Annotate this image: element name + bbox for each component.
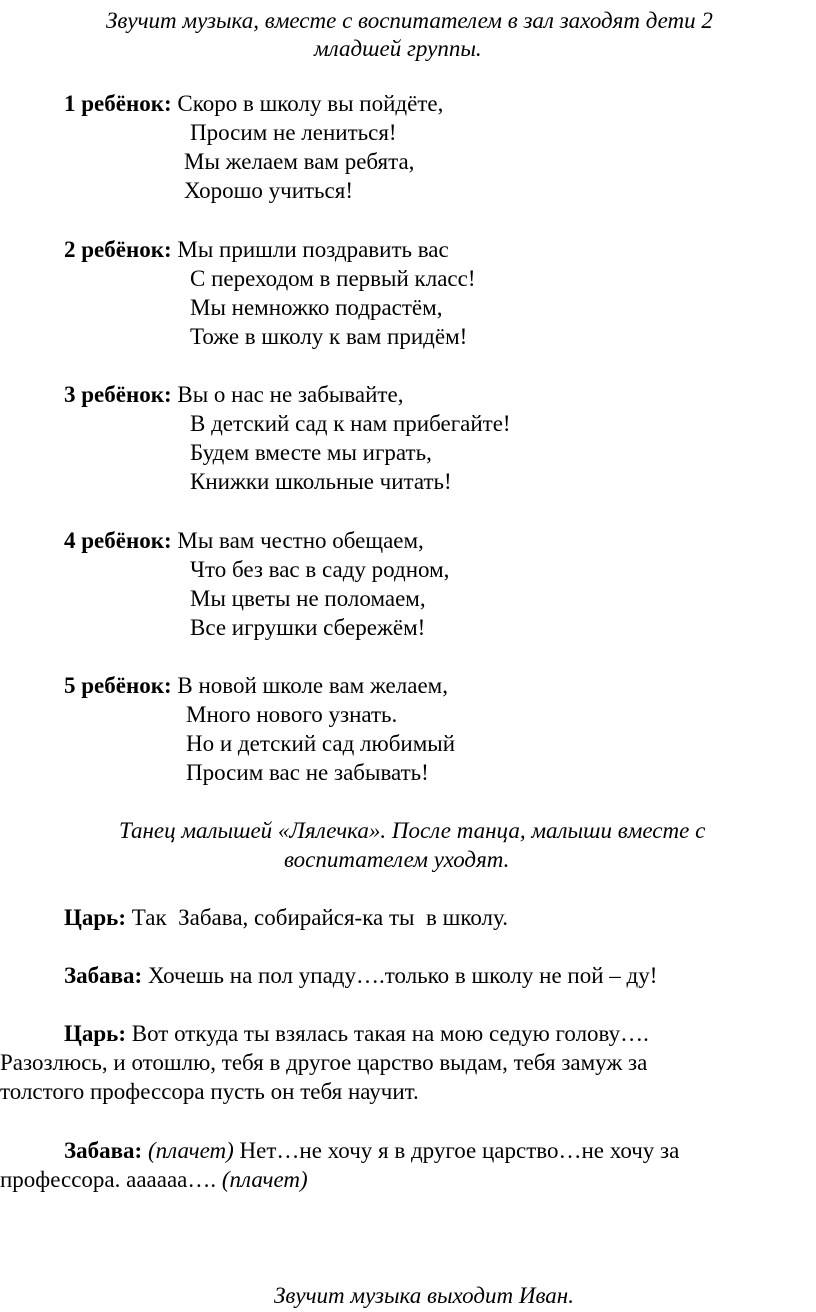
verse-text: Мы вам честно обещаем, — [177, 528, 424, 553]
dialogue-line-zabava — [64, 1136, 679, 1166]
verse-line — [64, 671, 448, 701]
dialogue-continuation — [0, 1165, 308, 1195]
verse-text: В новой школе вам желаем, — [177, 673, 448, 698]
verse-line — [64, 89, 443, 119]
verse-text: Вы о нас не забывайте, — [177, 382, 404, 407]
speaker-label: Забава: — [64, 1138, 143, 1163]
verse-text: Скоро в школу вы пойдёте, — [177, 91, 444, 116]
speaker-label: 4 ребёнок: — [64, 528, 172, 553]
dialogue-text: Нет…не хочу я в другое царство…не хочу за — [239, 1138, 680, 1163]
verse-line: С переходом в первый класс! — [190, 266, 476, 291]
dialogue-text: профессора. аааааа…. — [0, 1167, 217, 1192]
verse-line: Мы цветы не поломаем, — [190, 586, 426, 611]
dialogue-continuation: толстого профессора пусть он тебя научит. — [0, 1079, 419, 1104]
verse-line: Все игрушки сбережём! — [190, 615, 426, 640]
verse-line: Мы желаем вам ребята, — [184, 149, 415, 174]
speaker-label: Царь: — [64, 1021, 127, 1046]
verse-line — [64, 235, 449, 265]
speaker-label: 2 ребёнок: — [64, 237, 172, 262]
stage-remark: (плачет) — [147, 1138, 234, 1163]
intro-direction-line-2: младшей группы. — [314, 36, 482, 61]
verse-line: Что без вас в саду родном, — [190, 557, 450, 582]
verse-line: Много нового узнать. — [186, 702, 398, 727]
outro-direction: Звучит музыка выходит Иван. — [274, 1283, 574, 1308]
speaker-label: 1 ребёнок: — [64, 91, 172, 116]
speaker-label: Забава: — [64, 963, 143, 988]
verse-line: Просим вас не забывать! — [186, 760, 429, 785]
speaker-label: 3 ребёнок: — [64, 382, 172, 407]
dialogue-text: Вот откуда ты взялась такая на мою седую голову…. — [131, 1021, 649, 1046]
dialogue-line-tsar — [64, 1019, 649, 1049]
verse-line: Будем вместе мы играть, — [190, 440, 432, 465]
dialogue-continuation: Разозлюсь, и отошлю, тебя в другое царство выдам, тебя замуж за — [0, 1050, 648, 1075]
dialogue-text: Так Забава, собирайся-ка ты в школу. — [131, 905, 508, 930]
verse-line: Мы немножко подрастём, — [190, 295, 443, 320]
dialogue-line-tsar — [64, 903, 508, 933]
dialogue-text: Хочешь на пол упаду….только в школу не пой – ду! — [147, 963, 658, 988]
intro-direction-line-1: Звучит музыка, вместе с воспитателем в зал заходят дети 2 — [106, 8, 713, 33]
speaker-label: Царь: — [64, 905, 127, 930]
dance-direction-line-1: Танец малышей «Лялечка». После танца, малыши вместе с — [119, 818, 706, 843]
verse-line: Но и детский сад любимый — [186, 731, 456, 756]
verse-line: Тоже в школу к вам придём! — [190, 324, 468, 349]
dance-direction-line-2: воспитателем уходят. — [284, 847, 510, 872]
verse-line: В детский сад к нам прибегайте! — [190, 411, 511, 436]
verse-line — [64, 380, 403, 410]
verse-line — [64, 526, 424, 556]
dialogue-line-zabava — [64, 961, 657, 991]
verse-text: Мы пришли поздравить вас — [177, 237, 449, 262]
verse-line: Просим не лениться! — [190, 120, 397, 145]
speaker-label: 5 ребёнок: — [64, 673, 172, 698]
verse-line: Книжки школьные читать! — [190, 469, 452, 494]
verse-line: Хорошо учиться! — [184, 178, 353, 203]
stage-remark: (плачет) — [221, 1167, 308, 1192]
